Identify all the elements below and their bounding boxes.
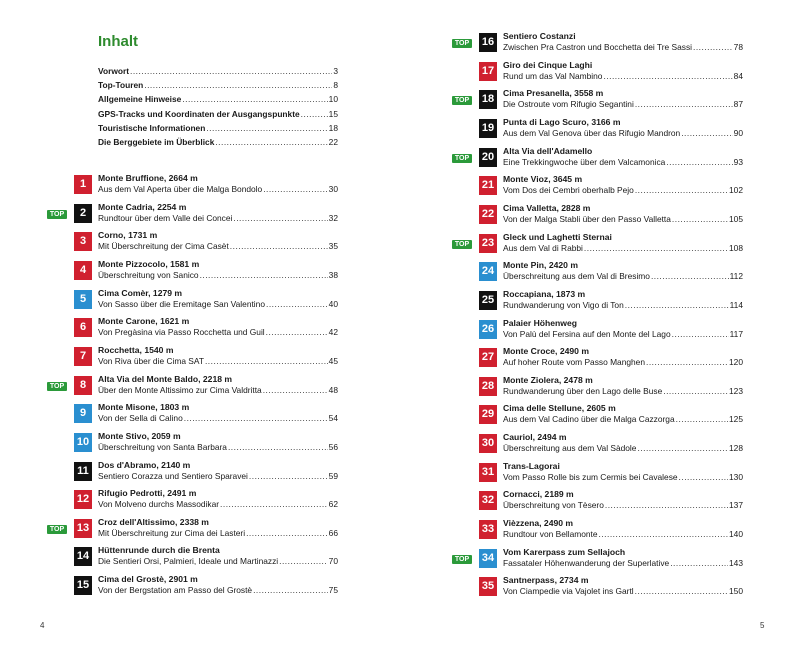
intro-entry-label: Die Berggebiete im Überblick [98, 136, 215, 147]
dot-leader [637, 443, 728, 454]
tour-name: Monte Ziolera, 2478 m [503, 374, 593, 385]
tour-name: Monte Pin, 2420 m [503, 260, 578, 271]
tour-text [503, 403, 743, 425]
intro-entry-label: GPS-Tracks und Koordinaten der Ausgangspunkte [98, 108, 300, 119]
tour-page: 45 [328, 355, 338, 366]
dot-leader [220, 499, 328, 510]
tour-number: 9 [74, 404, 92, 423]
tour-number: 8 [74, 376, 92, 395]
tour-number: 23 [479, 234, 497, 253]
tour-text [98, 316, 338, 338]
tour-number: 27 [479, 348, 497, 367]
tour-name: Monte Vioz, 3645 m [503, 174, 583, 185]
tour-name: Monte Cadria, 2254 m [98, 201, 187, 212]
dot-leader [249, 471, 328, 482]
tour-description: Aus dem Val Genova über das Rifugio Mandron [503, 127, 681, 138]
tour-text [98, 460, 338, 482]
tour-description-row [503, 71, 743, 82]
tour-name: Rifugio Pedrotti, 2491 m [98, 488, 197, 499]
tour-page: 87 [733, 99, 743, 110]
dot-leader [184, 413, 328, 424]
top-badge: TOP [452, 555, 472, 564]
intro-entry-page: 22 [328, 136, 338, 147]
tour-number: 15 [74, 576, 92, 595]
tour-text [503, 489, 743, 511]
tour-description: Von Pregàsina via Passo Rocchetta und Guil [98, 327, 265, 338]
tour-number: 25 [479, 291, 497, 310]
tour-name: Palaier Höhenweg [503, 317, 578, 328]
dot-leader [605, 500, 728, 511]
dot-leader [670, 558, 728, 569]
tour-text [503, 117, 743, 139]
tour-text [98, 488, 338, 510]
tour-number: 11 [74, 462, 92, 481]
tour-description-row [98, 184, 338, 195]
top-badge: TOP [452, 96, 472, 105]
dot-leader [599, 529, 729, 540]
dot-leader [625, 300, 729, 311]
tour-text [98, 230, 338, 252]
tour-page: 112 [729, 271, 743, 282]
tour-name: Roccapiana, 1873 m [503, 288, 586, 299]
tour-name: Alta Via dell'Adamello [503, 145, 593, 156]
tour-name: Dos d'Abramo, 2140 m [98, 459, 191, 470]
dot-leader [130, 66, 332, 76]
intro-entry-label: Top-Touren [98, 80, 144, 91]
tour-page: 117 [729, 328, 743, 339]
tour-page: 150 [729, 586, 743, 597]
tour-number: 31 [479, 463, 497, 482]
tour-text [503, 203, 743, 225]
tour-name: Monte Carone, 1621 m [98, 316, 190, 327]
tour-number: 2 [74, 204, 92, 223]
top-badge: TOP [47, 525, 67, 534]
tour-description: Von Palù del Fersina auf den Monte del Lago [503, 328, 671, 339]
tour-description: Mit Überschreitung zur Cima dei Lasteri [98, 527, 246, 538]
tour-description: Rundtour über dem Valle dei Concei [98, 212, 233, 223]
tour-text [503, 375, 743, 397]
tour-number: 34 [479, 549, 497, 568]
top-badge: TOP [47, 210, 67, 219]
tour-page: 62 [328, 499, 338, 510]
dot-leader [144, 80, 332, 90]
tour-description: Überschreitung aus dem Val di Bresimo [503, 271, 650, 282]
tour-text [98, 517, 338, 539]
dot-leader [672, 329, 729, 340]
tour-description-row [98, 327, 338, 338]
tour-description-row [98, 585, 338, 596]
tour-description-row [503, 472, 743, 483]
tour-description: Von der Bergstation am Passo del Grostè [98, 585, 253, 596]
tour-name: Corno, 1731 m [98, 230, 158, 241]
tour-page: 93 [733, 156, 743, 167]
tour-description: Mit Überschreitung der Cima Casèt [98, 241, 229, 252]
tour-name: Sentiero Costanzi [503, 31, 576, 41]
tour-text [503, 518, 743, 540]
dot-leader [651, 271, 729, 282]
dot-leader [263, 385, 328, 396]
dot-leader [301, 109, 328, 119]
tour-number: 22 [479, 205, 497, 224]
tour-name: Monte Bruffione, 2664 m [98, 173, 198, 183]
tour-name: Cima delle Stellune, 2605 m [503, 403, 616, 414]
tour-description: Von der Malga Stabli über den Passo Valletta [503, 213, 671, 224]
tour-description-row [98, 356, 338, 367]
tour-description-row [503, 357, 743, 368]
tour-description: Sentiero Corazza und Sentiero Sparavei [98, 470, 248, 481]
page-number-left: 4 [40, 621, 45, 630]
dot-leader [635, 99, 733, 110]
tour-description-row [503, 243, 743, 254]
tour-number: 35 [479, 577, 497, 596]
dot-leader [246, 528, 328, 539]
tour-number: 16 [479, 33, 497, 52]
tour-description-row [503, 414, 743, 425]
tour-name: Cornacci, 2189 m [503, 489, 574, 500]
tour-number: 14 [74, 547, 92, 566]
tour-page: 48 [328, 384, 338, 395]
tour-number: 13 [74, 519, 92, 538]
tour-page: 137 [729, 500, 743, 511]
tour-name: Monte Pizzocolo, 1581 m [98, 258, 200, 269]
tour-page: 105 [729, 213, 743, 224]
tour-page: 30 [328, 184, 338, 194]
tour-description: Vom Dos dei Cembri oberhalb Pejo [503, 185, 634, 196]
tour-text [503, 575, 743, 597]
tour-page: 40 [328, 298, 338, 309]
top-badge: TOP [452, 39, 472, 48]
dot-leader [663, 386, 728, 397]
tour-name: Punta di Lago Scuro, 3166 m [503, 116, 621, 127]
tour-description: Überschreitung aus dem Val Sàdole [503, 443, 637, 454]
tour-number: 6 [74, 318, 92, 337]
tour-description: Fassataler Höhenwanderung der Superlative [503, 557, 670, 568]
tour-page: 66 [328, 527, 338, 538]
tour-description-row [503, 157, 743, 168]
tour-name: Vom Karerpass zum Sellajoch [503, 546, 626, 557]
tour-number: 26 [479, 320, 497, 339]
tour-description: Rundtour von Bellamonte [503, 529, 598, 540]
tour-number: 5 [74, 290, 92, 309]
intro-entry-label: Touristische Informationen [98, 122, 206, 133]
tour-page: 90 [733, 127, 743, 138]
tour-text [98, 288, 338, 310]
tour-description: Von Sasso über die Eremitage San Valentino [98, 298, 265, 309]
tour-description-row [503, 329, 743, 340]
tour-description-row [98, 471, 338, 482]
tour-description-row [98, 528, 338, 539]
tour-number: 7 [74, 347, 92, 366]
tour-number: 3 [74, 232, 92, 251]
tour-description-row [503, 42, 743, 53]
tour-name: Alta Via del Monte Baldo, 2218 m [98, 373, 233, 384]
tour-name: Cauriol, 2494 m [503, 432, 567, 443]
tour-description-row [503, 99, 743, 110]
tour-text [98, 345, 338, 367]
tour-page: 128 [729, 443, 743, 454]
tour-text [503, 461, 743, 483]
dot-leader [263, 184, 327, 195]
tour-description-row [503, 529, 743, 540]
tour-page: 125 [729, 414, 743, 425]
intro-entry-page: 10 [328, 94, 338, 105]
tour-name: Cima Presanella, 3558 m [503, 88, 604, 99]
dot-leader [679, 472, 728, 483]
tour-page: 32 [328, 212, 338, 223]
dot-leader [266, 327, 328, 338]
intro-entry-page: 3 [333, 66, 338, 76]
tour-number: 32 [479, 491, 497, 510]
tour-description-row [503, 586, 743, 597]
tour-description-row [98, 241, 338, 252]
tour-page: 102 [729, 185, 743, 196]
intro-entry[interactable] [98, 80, 338, 94]
tour-description: Von der Sella di Calino [98, 413, 183, 424]
tour-number: 17 [479, 62, 497, 81]
tour-description-row [503, 128, 743, 139]
dot-leader [266, 299, 328, 310]
tour-name: Monte Croce, 2490 m [503, 346, 589, 357]
tour-text [98, 431, 338, 453]
top-badge: TOP [452, 240, 472, 249]
tour-text [503, 547, 743, 569]
intro-entry-page: 8 [333, 80, 338, 91]
tour-page: 123 [729, 385, 743, 396]
intro-list [98, 66, 338, 151]
tour-text [503, 432, 743, 454]
tour-page: 59 [328, 470, 338, 481]
tour-description-row [98, 413, 338, 424]
tour-text [503, 31, 743, 53]
tour-description: Rund um das Val Nambino [503, 70, 603, 81]
tour-description: Die Sentieri Orsi, Palmieri, Ideale und Martinazzi [98, 556, 279, 567]
tour-name: Santnerpass, 2734 m [503, 575, 589, 586]
tour-text [503, 174, 743, 196]
tour-page: 130 [729, 471, 743, 482]
tour-name: Giro dei Cinque Laghi [503, 59, 593, 70]
tour-text [503, 318, 743, 340]
tour-description-row [503, 300, 743, 311]
tour-page: 54 [328, 413, 338, 424]
tour-number: 18 [479, 90, 497, 109]
tour-name: Trans-Lagorai [503, 460, 560, 471]
tour-description-row [98, 442, 338, 453]
tour-text [503, 260, 743, 282]
tour-description: Von Ciampedie via Vajolet ins Gartl [503, 586, 634, 597]
dot-leader [584, 243, 728, 254]
tour-text [503, 346, 743, 368]
tour-description: Rundwanderung über den Lago delle Buse [503, 385, 663, 396]
tour-description: Die Ostroute vom Rifugio Segantini [503, 99, 634, 110]
tour-page: 75 [328, 585, 338, 596]
tour-name: Cima Comèr, 1279 m [98, 287, 183, 298]
tour-number: 12 [74, 490, 92, 509]
tour-description: Aus dem Val Cadino über die Malga Cazzorga [503, 414, 675, 425]
tour-page: 108 [729, 242, 743, 253]
dot-leader [228, 442, 328, 453]
tour-description-row [98, 270, 338, 281]
tour-description: Vom Passo Rolle bis zum Cermis bei Cavalese [503, 471, 678, 482]
tour-number: 1 [74, 175, 92, 194]
tour-text [503, 232, 743, 254]
dot-leader [676, 414, 728, 425]
tour-text [98, 402, 338, 424]
tour-name: Gleck und Laghetti Sternai [503, 231, 612, 242]
tour-number: 29 [479, 405, 497, 424]
dot-leader [233, 213, 327, 224]
tour-description: Rundwanderung von Vigo di Ton [503, 299, 624, 310]
tour-text [503, 289, 743, 311]
tour-text [503, 60, 743, 82]
tour-number: 33 [479, 520, 497, 539]
dot-leader [206, 123, 327, 133]
dot-leader [279, 556, 328, 567]
dot-leader [253, 585, 328, 596]
intro-entry[interactable] [98, 94, 338, 108]
tour-text [503, 146, 743, 168]
tour-number: 21 [479, 176, 497, 195]
tour-page: 140 [729, 529, 743, 540]
tour-name: Monte Misone, 1803 m [98, 402, 190, 413]
intro-entry-label: Vorwort [98, 66, 130, 76]
dot-leader [182, 94, 327, 104]
tour-description: Überschreitung von Sanico [98, 269, 199, 280]
top-badge: TOP [452, 154, 472, 163]
tour-page: 35 [328, 241, 338, 252]
tour-description: Eine Trekkingwoche über dem Valcamonica [503, 156, 666, 167]
tour-description: Aus dem Val di Rabbi [503, 242, 583, 253]
tour-number: 30 [479, 434, 497, 453]
tour-page: 114 [729, 299, 743, 310]
dot-leader [603, 71, 732, 82]
tour-description-row [503, 500, 743, 511]
tour-description: Überschreitung von Tèsero [503, 500, 604, 511]
tour-name: Croz dell'Altissimo, 2338 m [98, 516, 209, 527]
intro-entry-label: Allgemeine Hinweise [98, 94, 182, 105]
tour-description-row [503, 185, 743, 196]
intro-entry[interactable] [98, 137, 338, 151]
tour-description: Von Molveno durchs Massodikar [98, 499, 220, 510]
dot-leader [681, 128, 732, 139]
page-number-right: 5 [760, 621, 765, 630]
dot-leader [635, 586, 728, 597]
tour-number: 20 [479, 148, 497, 167]
tour-description-row [503, 214, 743, 225]
dot-leader [205, 356, 328, 367]
tour-text [98, 374, 338, 396]
tour-description-row [503, 271, 743, 282]
tour-description: Von Riva über die Cima SAT [98, 355, 204, 366]
dot-leader [230, 241, 328, 252]
tour-page: 70 [328, 556, 338, 567]
intro-entry[interactable] [98, 109, 338, 123]
tour-description: Zwischen Pra Castron und Bocchetta dei Tre Sassi [503, 42, 692, 52]
tour-description-row [503, 386, 743, 397]
tour-number: 10 [74, 433, 92, 452]
intro-entry[interactable] [98, 123, 338, 137]
tour-description: Aus dem Val Aperta über die Malga Bondolo [98, 184, 263, 194]
tour-description-row [98, 556, 338, 567]
tour-description-row [98, 499, 338, 510]
tour-description: Über den Monte Altissimo zur Cima Valdritta [98, 384, 262, 395]
tour-text [98, 259, 338, 281]
tour-name: Cima del Grostè, 2901 m [98, 574, 198, 585]
tour-name: Hüttenrunde durch die Brenta [98, 545, 220, 556]
tour-name: Vièzzena, 2490 m [503, 518, 574, 529]
tour-page: 120 [729, 357, 743, 368]
tour-description: Auf hoher Route vom Passo Manghen [503, 357, 645, 368]
tour-text [98, 202, 338, 224]
tour-page: 38 [328, 269, 338, 280]
tour-name: Rocchetta, 1540 m [98, 344, 174, 355]
tour-page: 78 [733, 42, 743, 52]
tour-description: Überschreitung von Santa Barbara [98, 441, 227, 452]
tour-description-row [98, 213, 338, 224]
page-title: Inhalt [98, 33, 138, 50]
tour-description-row [98, 385, 338, 396]
dot-leader [215, 137, 327, 147]
tour-page: 56 [328, 441, 338, 452]
dot-leader [672, 214, 728, 225]
top-badge: TOP [47, 382, 67, 391]
tour-page: 143 [729, 557, 743, 568]
tour-page: 42 [328, 327, 338, 338]
tour-description-row [503, 558, 743, 569]
tour-text [98, 173, 338, 195]
tour-description-row [98, 299, 338, 310]
intro-entry-page: 18 [328, 122, 338, 133]
tour-text [98, 545, 338, 567]
tour-number: 19 [479, 119, 497, 138]
tour-description-row [503, 443, 743, 454]
tour-number: 24 [479, 262, 497, 281]
dot-leader [693, 42, 733, 53]
intro-entry-page: 15 [328, 108, 338, 119]
tour-number: 4 [74, 261, 92, 280]
tour-name: Cima Valletta, 2828 m [503, 202, 591, 213]
tour-name: Monte Stivo, 2059 m [98, 430, 181, 441]
intro-entry[interactable] [98, 66, 338, 80]
tour-number: 28 [479, 377, 497, 396]
dot-leader [646, 357, 728, 368]
dot-leader [666, 157, 732, 168]
tour-text [503, 88, 743, 110]
dot-leader [200, 270, 328, 281]
dot-leader [635, 185, 728, 196]
tour-text [98, 574, 338, 596]
tour-page: 84 [733, 70, 743, 81]
